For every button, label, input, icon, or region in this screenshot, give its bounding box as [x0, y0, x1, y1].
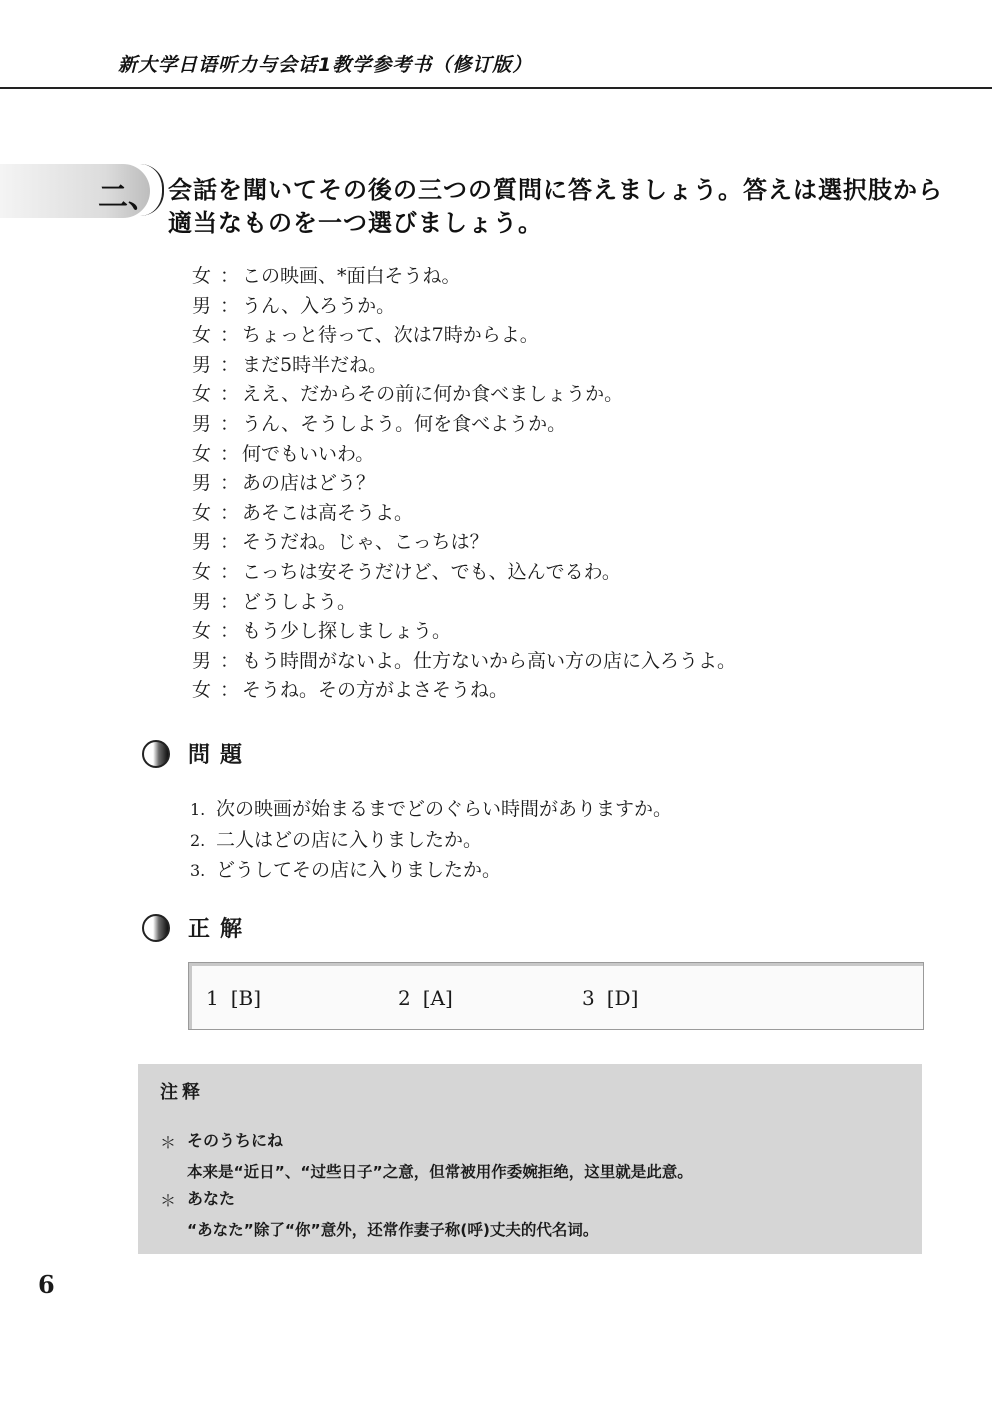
dialogue-line [192, 410, 736, 440]
note-explanation: 本来是“近日”、“过些日子”之意，但常被用作委婉拒绝，这里就是此意。 [187, 1163, 693, 1181]
speaker: 女 [192, 383, 212, 406]
questions-heading [142, 738, 252, 769]
half-circle-icon [142, 740, 170, 768]
line-text: うん、入ろうか。 [242, 294, 396, 317]
note-explanation: “あなた”除了“你”意外，还常作妻子称(呼)丈夫的代名词。 [187, 1221, 599, 1239]
dialogue-line [192, 380, 736, 410]
question-list [190, 794, 672, 886]
book-title: 新大学日语听力与会话1教学参考书（修订版） [118, 54, 533, 76]
dialogue [192, 262, 736, 706]
questions-heading-label: 問題 [188, 743, 253, 768]
speaker: 女 [192, 679, 212, 702]
dialogue-line [192, 528, 736, 558]
speaker: 女 [192, 560, 212, 583]
dialogue-line [192, 588, 736, 618]
question-text: どうしてその店に入りましたか。 [216, 859, 502, 881]
note-bullet: ＊ [160, 1191, 177, 1210]
speaker: 女 [192, 620, 212, 643]
line-text: もう時間がないよ。仕方ないから高い方の店に入ろうよ。 [242, 649, 737, 672]
line-text: そうね。その方がよさそうね。 [242, 679, 509, 702]
dialogue-line [192, 676, 736, 706]
question-number: 3. [190, 861, 206, 880]
dialogue-line [192, 321, 736, 351]
question-text: 次の映画が始まるまでどのぐらい時間がありますか。 [216, 798, 673, 820]
colon: ： [220, 324, 240, 347]
speaker: 女 [192, 501, 212, 524]
speaker: 男 [192, 649, 212, 672]
question-text: 二人はどの店に入りましたか。 [216, 828, 483, 851]
speaker: 男 [192, 412, 212, 435]
colon: ： [220, 590, 240, 613]
dialogue-line [192, 469, 736, 499]
question-item [190, 855, 672, 886]
speaker: 女 [192, 442, 212, 465]
colon: ： [220, 649, 240, 672]
colon: ： [220, 531, 240, 554]
answer-3 [582, 986, 638, 1010]
speaker: 男 [192, 472, 212, 495]
answer-choice: [D] [606, 986, 639, 1010]
speaker: 男 [192, 294, 212, 317]
answer-2 [398, 986, 453, 1010]
answers-heading-label: 正解 [188, 917, 253, 942]
line-text: まだ5時半だね。 [242, 353, 388, 376]
speaker: 男 [192, 353, 212, 376]
answer-number: 2 [398, 986, 411, 1010]
speaker: 男 [192, 531, 212, 554]
colon: ： [220, 412, 240, 435]
colon: ： [220, 353, 240, 376]
note-term: あなた [187, 1189, 236, 1208]
dialogue-line [192, 440, 736, 470]
colon: ： [220, 383, 240, 406]
line-text: あそこは高そうよ。 [242, 501, 414, 524]
line-text: そうだね。じゃ、こっちは？ [242, 531, 489, 554]
colon: ： [220, 501, 240, 524]
section-instruction: 会話を聞いてその後の三つの質問に答えましょう。答えは選択肢から適当なものを一つ選びましょう。 [168, 176, 943, 237]
answer-choice: [A] [422, 986, 453, 1010]
half-circle-icon [142, 914, 170, 942]
dialogue-line [192, 262, 736, 292]
dialogue-line [192, 647, 736, 677]
line-text: ええ、だからその前に何か食べましょうか。 [242, 383, 624, 406]
colon: ： [220, 265, 240, 287]
answer-number: 1 [206, 986, 219, 1010]
answer-1 [206, 986, 261, 1010]
colon: ： [220, 620, 240, 643]
colon: ： [220, 679, 240, 702]
line-text: あの店はどう？ [242, 472, 376, 495]
line-text: ちょっと待って、次は7時からよ。 [242, 324, 539, 347]
line-text: 何でもいいわ。 [242, 442, 375, 465]
colon: ： [220, 294, 240, 317]
dialogue-line [192, 292, 736, 322]
line-text: この映画、*面白そうね。 [242, 265, 461, 287]
question-item [190, 825, 672, 856]
note-term: そのうちにね [187, 1131, 284, 1150]
dialogue-line [192, 499, 736, 529]
section-bracket [140, 164, 164, 216]
notes-title: 注释 [160, 1082, 204, 1103]
section-number: 二、 [98, 180, 158, 215]
answers-heading [142, 912, 252, 943]
line-text: こっちは安そうだけど、でも、込んでるわ。 [242, 560, 621, 583]
line-text: うん、そうしよう。何を食べようか。 [242, 412, 567, 435]
page-number: 6 [38, 1270, 55, 1299]
question-item [190, 794, 672, 825]
speaker: 女 [192, 324, 212, 347]
answer-choice: [B] [230, 986, 262, 1010]
dialogue-line [192, 351, 736, 381]
question-number: 1. [190, 800, 206, 819]
note-bullet: ＊ [160, 1133, 177, 1152]
line-text: どうしよう。 [242, 590, 357, 613]
speaker: 男 [192, 590, 212, 613]
speaker: 女 [192, 265, 212, 287]
colon: ： [220, 442, 240, 465]
dialogue-line [192, 558, 736, 588]
dialogue-line [192, 617, 736, 647]
colon: ： [220, 560, 240, 583]
line-text: もう少し探しましょう。 [242, 620, 452, 643]
colon: ： [220, 472, 240, 495]
answer-box [188, 962, 924, 1030]
header-rule [0, 87, 992, 89]
question-number: 2. [190, 830, 206, 850]
answer-number: 3 [582, 986, 595, 1010]
